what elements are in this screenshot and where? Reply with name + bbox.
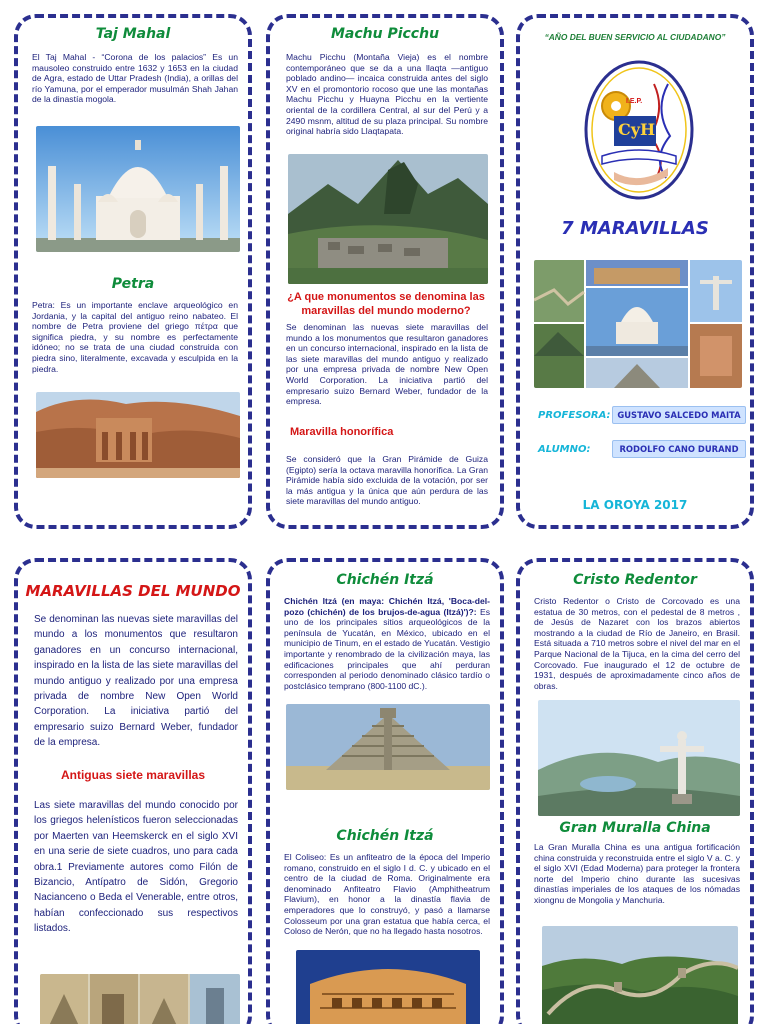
chichen-text bbox=[284, 596, 490, 691]
ancient-paintings-photo bbox=[40, 974, 240, 1024]
maravillas-text: Se denominan las nuevas siete maravillas del mundo a los monumentos que resultaron ganadores en un concurso internacional, inspirado en la lista de las siete maravillas del mundo antiguo y realizado por una empresa privada de nombre New Open World Corporation. La iniciativa partió del empresario suizo Bernard Weber, fundador de la empresa. bbox=[34, 614, 238, 749]
chichen-text-bold: Chichén Itzá (en maya: Chichén Itzá, 'Boca-del-pozo (chichén) de los brujos-de-agua (Itzá)')?: bbox=[284, 596, 490, 617]
profesora-value: GUSTAVO SALCEDO MAITA bbox=[612, 406, 746, 424]
panel-chichen-itza bbox=[266, 558, 504, 1024]
school-logo bbox=[584, 60, 694, 200]
cristo-text: Cristo Redentor o Cristo de Corcovado es una estatua de 30 metros, con el pedestal de 8 metros , de Jesús de Nazaret con los brazos abiertos mostrando a la ciudad de Río de Janeiro, en Brasil. Está situada a 710 metros sobre el nivel del mar en el Parque Nacional de la Tijuca, en la cima del cerro del Corcovado. Fue inaugurado el 12 de octubre de 1931, después de aproximadamente cinco años de obras. bbox=[534, 596, 740, 691]
logo-iep-text: I.E.P. bbox=[626, 98, 643, 105]
taj-mahal-photo bbox=[36, 126, 240, 252]
profesora-label: PROFESORA: bbox=[538, 410, 611, 421]
panel-maravillas-del-mundo bbox=[14, 558, 252, 1024]
chichen-itza-photo bbox=[286, 704, 490, 790]
petra-text: Petra: Es un importante enclave arqueológico en Jordania, y la capital del antiguo reino nabateo. El nombre de Petra proviene del griego πέτρα que significa piedra, y su nombre es perfectamente idóneo; no se trata de una ciudad construida con piedra sino, literalmente, excavada y esculpida en la piedra. bbox=[32, 300, 238, 374]
motto: “AÑO DEL BUEN SERVICIO AL CIUDADANO” bbox=[544, 32, 726, 42]
wonders-collage bbox=[534, 260, 742, 388]
panel-machu-picchu bbox=[266, 14, 504, 529]
honor-text: Se consideró que la Gran Pirámide de Guiza (Egipto) sería la octava maravilla honorífica. La Gran Pirámide había sido excluida de la votación, por ser la más antigua y la única que aún perdura de las siete maravillas del mundo antiguo. bbox=[286, 454, 488, 507]
cover-footer: LA OROYA 2017 bbox=[582, 498, 688, 512]
maravillas-title: MARAVILLAS DEL MUNDO bbox=[25, 582, 241, 600]
logo-letters: CyH bbox=[618, 120, 656, 139]
cristo-redentor-photo bbox=[538, 700, 740, 816]
chichen-text-rest: Es uno de los principales sitios arqueológicos de la península de Yucatán, en México, ubicado en el municipio de Tinum, en el estado de Yucatán. Vestigio importante y renombrado de la civilización maya, las edificaciones principales que ahí perduran corresponden al periodo denominado clásico tardío o postclásico temprano (800-1100 dC.). bbox=[284, 606, 490, 691]
taj-mahal-title: Taj Mahal bbox=[95, 26, 171, 42]
machu-picchu-photo bbox=[288, 154, 488, 284]
cover-title: 7 MARAVILLAS bbox=[561, 218, 709, 239]
cristo-title: Cristo Redentor bbox=[573, 572, 697, 588]
alumno-label: ALUMNO: bbox=[538, 444, 591, 455]
taj-mahal-text: El Taj Mahal - “Corona de los palacios” Es un mausoleo construido entre 1632 y 1653 en la ciudad de Agra, estado de Uttar Pradesh (India), a orillas del río Yamuna, por el emperador musulmán Shah Jahan de la dinastía mogola. bbox=[32, 52, 238, 105]
petra-title: Petra bbox=[111, 276, 155, 292]
gran-muralla-photo bbox=[542, 926, 738, 1024]
antiguas-title: Antiguas siete maravillas bbox=[60, 768, 206, 782]
chichen-title: Chichén Itzá bbox=[336, 572, 434, 588]
panel-cristo-redentor bbox=[516, 558, 754, 1024]
muralla-title: Gran Muralla China bbox=[559, 820, 711, 836]
alumno-value: RODOLFO CANO DURAND bbox=[612, 440, 746, 458]
honor-title: Maravilla honorífica bbox=[290, 426, 394, 438]
panel-taj-petra bbox=[14, 14, 252, 529]
modern-wonders-question: ¿A que monumentos se denomina las maravillas del mundo moderno? bbox=[287, 291, 485, 317]
modern-wonders-text: Se denominan las nuevas siete maravillas del mundo a los monumentos que resultaron ganadores en un concurso internacional, inspirado en la lista de las siete maravillas del mundo antiguo y realizado por una empresa privada de nombre New Open World Corporation. La iniciativa partió del empresario suizo Bernard Weber, fundador de la empresa. bbox=[286, 322, 488, 407]
machu-picchu-text: Machu Picchu (Montaña Vieja) es el nombre contemporáneo que se da a una llaqta —antiguo poblado andino— incaica construida antes del siglo XV en el promontorio rocoso que une las montañas Machu Picchu y Huayna Picchu en la vertiente oriental de la cordillera Central, al sur del Perú y a 2490 msnm, altitud de su plaza principal. Su nombre original habría sido Llaqtapata. bbox=[286, 52, 488, 137]
antiguas-text: Las siete maravillas del mundo conocido por los griegos helenísticos fueron seleccionadas por Maerten van Heemskerck en el siglo XVI en una serie de siete cuadros, uno para cada obra.1 Previamente autores como Filón de Bizancio, Antípatro de Sidón, Gregorio Nacianceno o Beda el Venerable, entre otros, habían confeccionado sus respectivos listados. bbox=[34, 800, 238, 935]
panel-cover bbox=[516, 14, 754, 529]
coliseo-text: El Coliseo: Es un anfiteatro de la época del Imperio romano, construido en el siglo I d. C. y ubicado en el centro de la ciudad de Roma. Originalmente era denominado Anfiteatro Flavio (Amphitheatrum Flavium), en honor a la dinastía flavia de emperadores que lo construyó, y pasó a llamarse Colosseum por una gran estatua que había cerca, el Coloso de Nerón, que no ha llegado hasta nosotros. bbox=[284, 852, 490, 937]
petra-photo bbox=[36, 392, 240, 478]
muralla-text: La Gran Muralla China es una antigua fortificación china construida y reconstruida entre el siglo V a. C. y el siglo XVI (Edad Moderna) para proteger la frontera norte del Imperio chino durante las sucesivas dinastías imperiales de los ataques de los nómadas xiongnu de Mongolia y Manchuria. bbox=[534, 842, 740, 905]
coliseo-photo bbox=[296, 950, 480, 1024]
coliseo-title: Chichén Itzá bbox=[336, 828, 434, 844]
machu-picchu-title: Machu Picchu bbox=[330, 26, 440, 42]
